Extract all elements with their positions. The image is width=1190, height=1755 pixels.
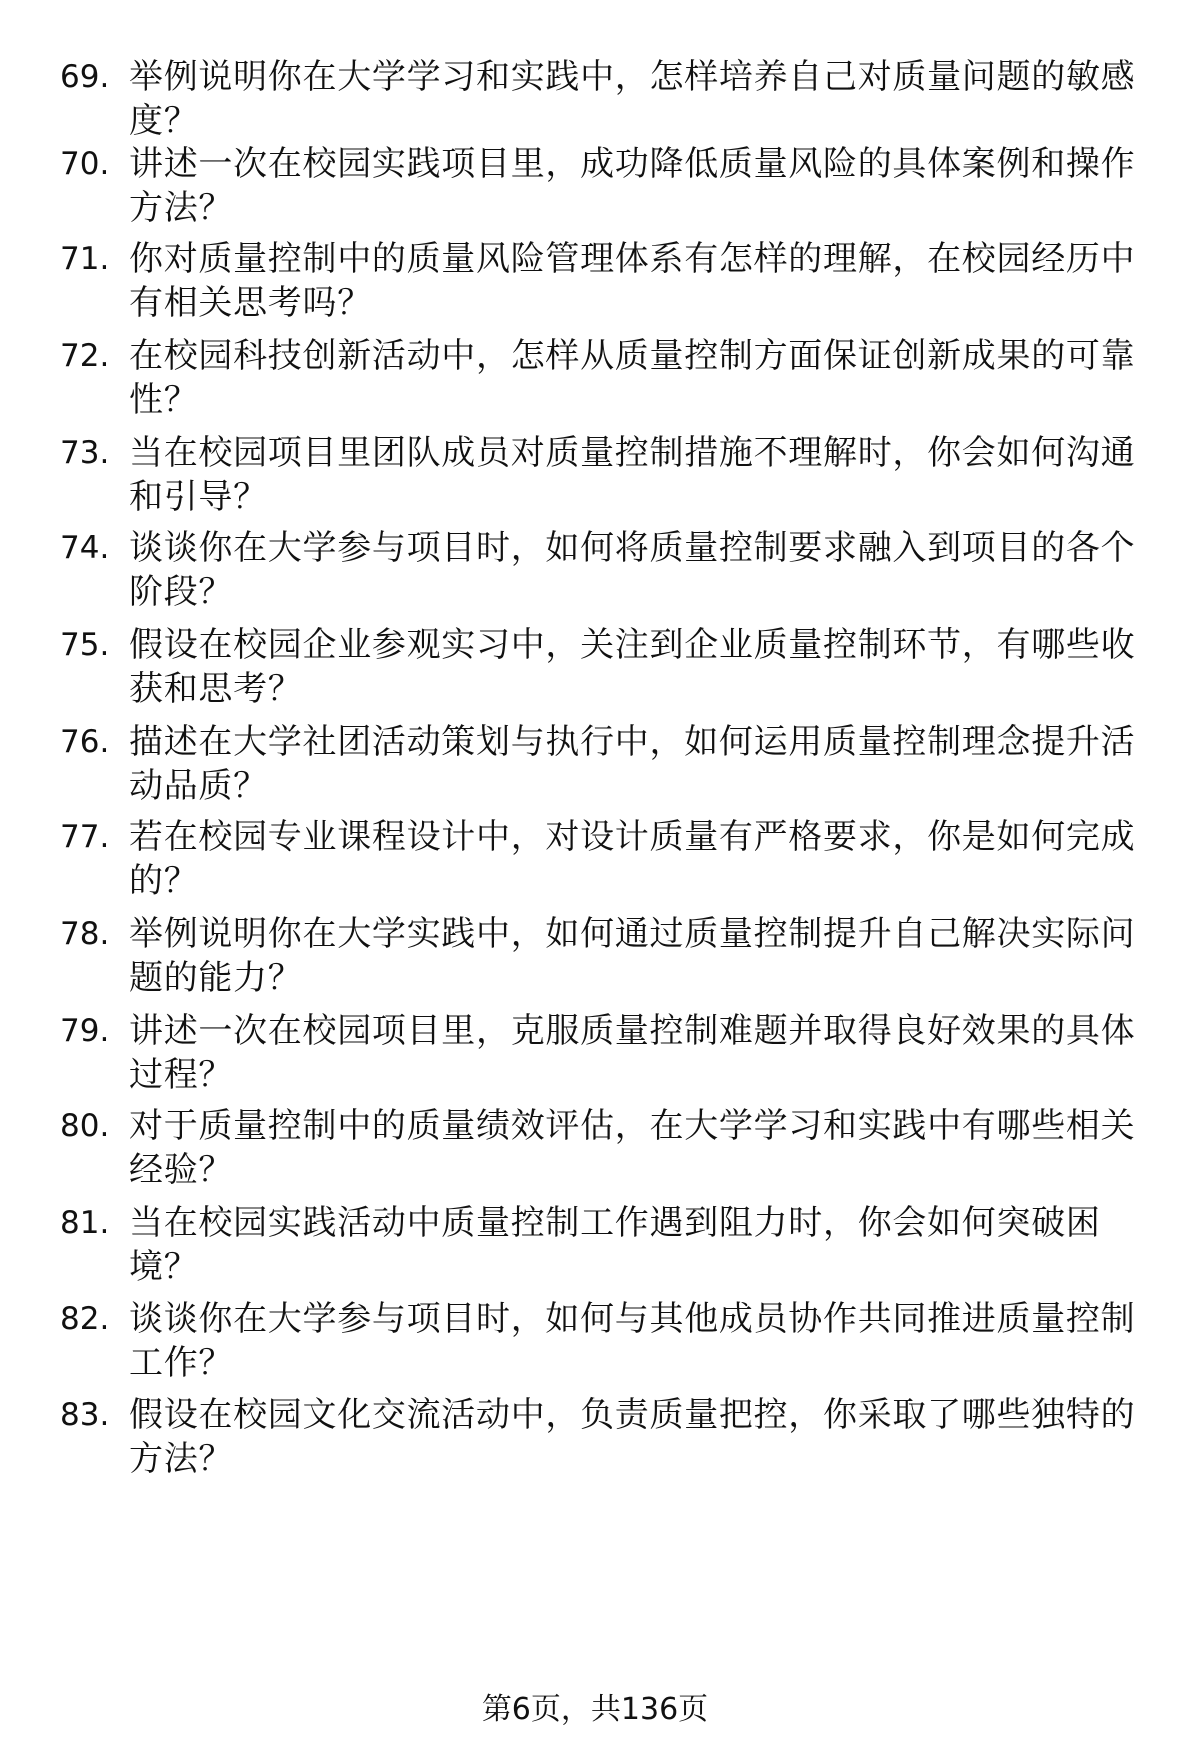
question-item — [60, 720, 1150, 812]
page-footer — [0, 1690, 1190, 1730]
question-number: 81. — [60, 1205, 110, 1241]
question-number: 70. — [60, 146, 110, 182]
question-number: 69. — [60, 59, 110, 95]
question-text: 举例说明你在大学实践中，如何通过质量控制提升自己解决实际问题的能力？ — [129, 914, 1136, 998]
question-item — [60, 1393, 1150, 1485]
question-text: 讲述一次在校园实践项目里，成功降低质量风险的具体案例和操作方法？ — [129, 144, 1136, 228]
question-number: 78. — [60, 916, 110, 952]
question-number: 77. — [60, 819, 110, 855]
question-item — [60, 526, 1150, 618]
question-text: 当在校园实践活动中质量控制工作遇到阻力时，你会如何突破困境？ — [129, 1203, 1101, 1287]
question-text: 举例说明你在大学学习和实践中，怎样培养自己对质量问题的敏感度？ — [129, 57, 1136, 141]
question-text: 描述在大学社团活动策划与执行中，如何运用质量控制理念提升活动品质？ — [129, 722, 1136, 806]
page-number-label: 第6页，共136页 — [481, 1692, 709, 1727]
question-number: 79. — [60, 1013, 110, 1049]
question-text: 谈谈你在大学参与项目时，如何与其他成员协作共同推进质量控制工作？ — [129, 1299, 1136, 1383]
question-text: 若在校园专业课程设计中，对设计质量有严格要求，你是如何完成的？ — [129, 817, 1136, 901]
question-number: 82. — [60, 1301, 110, 1337]
question-item — [60, 237, 1150, 329]
question-text: 假设在校园文化交流活动中，负责质量把控，你采取了哪些独特的方法？ — [129, 1395, 1136, 1479]
question-item — [60, 912, 1150, 1004]
question-text: 当在校园项目里团队成员对质量控制措施不理解时，你会如何沟通和引导？ — [129, 433, 1136, 517]
question-item — [60, 1104, 1150, 1196]
question-item — [60, 334, 1150, 426]
question-text: 谈谈你在大学参与项目时，如何将质量控制要求融入到项目的各个阶段？ — [129, 528, 1136, 612]
question-text: 在校园科技创新活动中，怎样从质量控制方面保证创新成果的可靠性？ — [129, 336, 1136, 420]
question-number: 74. — [60, 530, 110, 566]
question-item — [60, 623, 1150, 715]
question-text: 对于质量控制中的质量绩效评估，在大学学习和实践中有哪些相关经验？ — [129, 1106, 1136, 1190]
question-number: 71. — [60, 241, 110, 277]
question-number: 73. — [60, 435, 110, 471]
question-text: 假设在校园企业参观实习中，关注到企业质量控制环节，有哪些收获和思考？ — [129, 625, 1136, 709]
question-item — [60, 55, 1150, 147]
question-number: 75. — [60, 627, 110, 663]
question-item — [60, 815, 1150, 907]
question-item — [60, 1297, 1150, 1389]
question-item — [60, 142, 1150, 234]
question-text: 讲述一次在校园项目里，克服质量控制难题并取得良好效果的具体过程？ — [129, 1011, 1136, 1095]
question-number: 83. — [60, 1397, 110, 1433]
question-item — [60, 1201, 1150, 1293]
question-text: 你对质量控制中的质量风险管理体系有怎样的理解，在校园经历中有相关思考吗？ — [129, 239, 1136, 323]
question-number: 80. — [60, 1108, 110, 1144]
question-number: 76. — [60, 724, 110, 760]
question-number: 72. — [60, 338, 110, 374]
question-item — [60, 1009, 1150, 1101]
question-item — [60, 431, 1150, 523]
